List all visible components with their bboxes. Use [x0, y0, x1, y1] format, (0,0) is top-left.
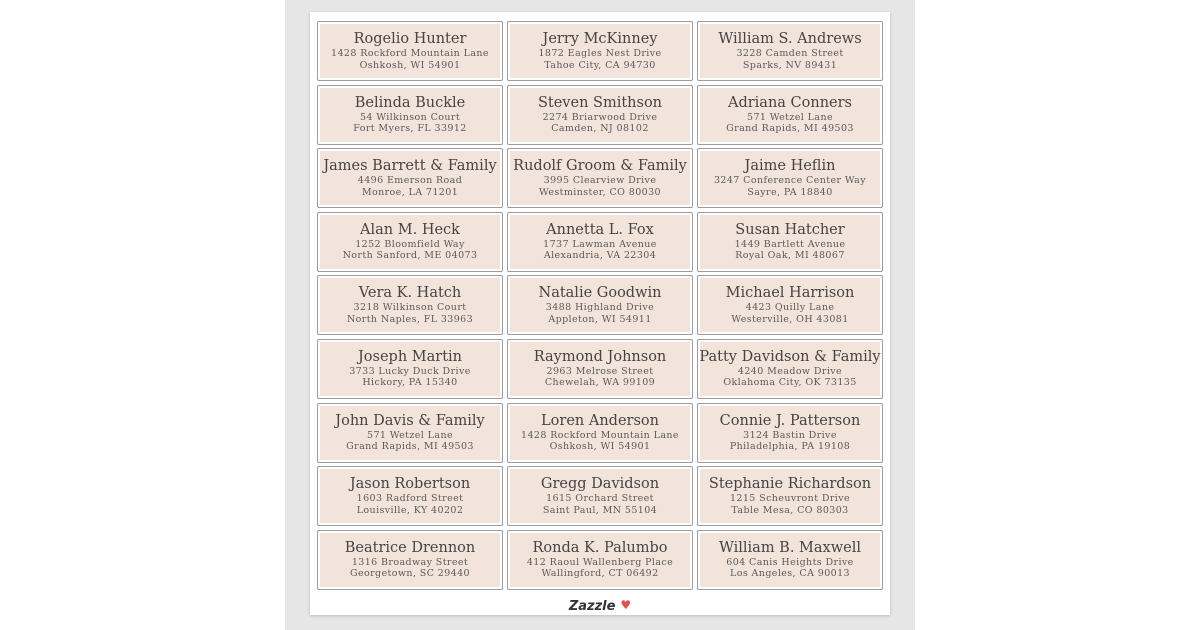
label-city-state-zip: Grand Rapids, MI 49503 — [346, 441, 474, 453]
label-street-address: 571 Wetzel Lane — [747, 111, 833, 123]
label-street-address: 2274 Briarwood Drive — [542, 111, 658, 123]
label-street-address: 3995 Clearview Drive — [543, 175, 657, 187]
label-recipient-name: Beatrice Drennon — [344, 539, 476, 556]
label-city-state-zip: Philadelphia, PA 19108 — [729, 441, 851, 453]
label-street-address: 1316 Broadway Street — [351, 556, 469, 568]
label-street-address: 4496 Emerson Road — [357, 175, 463, 187]
address-label — [697, 403, 883, 463]
sticker-sheet — [310, 12, 890, 615]
address-label — [697, 21, 883, 81]
label-city-state-zip: Alexandria, VA 22304 — [543, 250, 657, 262]
label-street-address: 604 Canis Heights Drive — [726, 556, 854, 568]
address-label — [507, 275, 693, 335]
label-recipient-name: Patty Davidson & Family — [699, 348, 881, 365]
label-recipient-name: William S. Andrews — [718, 31, 862, 47]
zazzle-logo: Zazzle — [568, 599, 616, 614]
label-city-state-zip: Oshkosh, WI 54901 — [549, 441, 651, 453]
label-street-address: 1428 Rockford Mountain Lane — [331, 48, 489, 59]
label-city-state-zip: North Naples, FL 33963 — [346, 313, 474, 325]
label-recipient-name: Joseph Martin — [357, 348, 463, 365]
label-city-state-zip: Georgetown, SC 29440 — [349, 568, 471, 580]
address-label-grid — [317, 21, 883, 590]
label-street-address: 1603 Radford Street — [356, 493, 464, 505]
label-street-address: 1449 Bartlett Avenue — [734, 238, 846, 250]
label-street-address: 3124 Bastin Drive — [743, 429, 837, 441]
label-recipient-name: Jerry McKinney — [542, 31, 658, 47]
address-label — [697, 85, 883, 145]
address-label — [507, 530, 693, 590]
label-city-state-zip: Oshkosh, WI 54901 — [359, 59, 461, 71]
label-city-state-zip: Tahoe City, CA 94730 — [544, 59, 656, 71]
label-city-state-zip: Los Angeles, CA 90013 — [730, 568, 850, 580]
label-recipient-name: Raymond Johnson — [533, 348, 667, 365]
address-label — [317, 275, 503, 335]
label-recipient-name: Connie J. Patterson — [719, 412, 861, 429]
label-street-address: 412 Raoul Wallenberg Place — [526, 556, 674, 568]
address-label — [317, 85, 503, 145]
label-recipient-name: Rudolf Groom & Family — [513, 158, 687, 175]
label-recipient-name: Vera K. Hatch — [358, 285, 462, 302]
label-street-address: 1615 Orchard Street — [546, 493, 654, 505]
address-label — [317, 148, 503, 208]
label-city-state-zip: Appleton, WI 54911 — [548, 313, 652, 325]
address-label — [317, 212, 503, 272]
label-city-state-zip: Hickory, PA 15340 — [362, 377, 458, 389]
label-city-state-zip: Oklahoma City, OK 73135 — [723, 377, 857, 389]
label-recipient-name: Belinda Buckle — [354, 94, 466, 111]
label-recipient-name: William B. Maxwell — [718, 539, 861, 556]
label-city-state-zip: Westerville, OH 43081 — [731, 313, 849, 325]
label-street-address: 3733 Lucky Duck Drive — [349, 365, 471, 377]
address-label — [697, 339, 883, 399]
label-street-address: 571 Wetzel Lane — [367, 429, 453, 441]
label-city-state-zip: Westminster, CO 80030 — [538, 186, 662, 198]
label-recipient-name: Rogelio Hunter — [353, 31, 467, 47]
label-city-state-zip: Sparks, NV 89431 — [742, 59, 838, 71]
label-recipient-name: Jaime Heflin — [744, 158, 836, 175]
label-street-address: 3228 Camden Street — [736, 48, 844, 59]
label-recipient-name: Loren Anderson — [541, 412, 659, 429]
label-city-state-zip: Camden, NJ 08102 — [551, 123, 649, 135]
label-street-address: 3247 Conference Center Way — [713, 175, 867, 187]
heart-icon: ♥ — [620, 598, 632, 612]
label-city-state-zip: Table Mesa, CO 80303 — [731, 504, 849, 516]
label-recipient-name: Alan M. Heck — [360, 221, 460, 238]
label-recipient-name: Natalie Goodwin — [538, 285, 662, 302]
label-recipient-name: Stephanie Richardson — [708, 476, 872, 493]
label-city-state-zip: Fort Myers, FL 33912 — [353, 123, 467, 135]
label-street-address: 3488 Highland Drive — [545, 302, 655, 314]
label-street-address: 1252 Bloomfield Way — [355, 238, 465, 250]
address-label — [317, 466, 503, 526]
label-recipient-name: Michael Harrison — [725, 285, 855, 302]
address-label — [317, 339, 503, 399]
label-city-state-zip: Sayre, PA 18840 — [747, 186, 833, 198]
label-street-address: 1737 Lawman Avenue — [543, 238, 657, 250]
address-label — [507, 148, 693, 208]
label-recipient-name: Annetta L. Fox — [546, 221, 654, 238]
label-recipient-name: James Barrett & Family — [323, 158, 497, 175]
address-label — [317, 21, 503, 81]
label-city-state-zip: Monroe, LA 71201 — [361, 186, 459, 198]
address-label — [507, 85, 693, 145]
label-recipient-name: Gregg Davidson — [540, 476, 660, 493]
label-street-address: 1872 Eagles Nest Drive — [538, 48, 662, 59]
address-label — [507, 466, 693, 526]
address-label — [317, 530, 503, 590]
address-label — [697, 275, 883, 335]
label-recipient-name: John Davis & Family — [335, 412, 485, 429]
label-city-state-zip: Chewelah, WA 99109 — [544, 377, 656, 389]
label-recipient-name: Adriana Conners — [727, 94, 852, 111]
label-recipient-name: Jason Robertson — [349, 476, 471, 493]
label-city-state-zip: Royal Oak, MI 48067 — [735, 250, 845, 262]
label-street-address: 3218 Wilkinson Court — [353, 302, 467, 314]
label-recipient-name: Steven Smithson — [537, 94, 663, 111]
label-recipient-name: Susan Hatcher — [735, 221, 845, 238]
address-label — [697, 148, 883, 208]
label-street-address: 4240 Meadow Drive — [737, 365, 843, 377]
label-street-address: 4423 Quilly Lane — [745, 302, 835, 314]
address-label — [507, 339, 693, 399]
address-label — [697, 466, 883, 526]
address-label — [507, 21, 693, 81]
address-label — [697, 530, 883, 590]
label-city-state-zip: North Sanford, ME 04073 — [342, 250, 478, 262]
label-city-state-zip: Saint Paul, MN 55104 — [542, 504, 658, 516]
label-city-state-zip: Wallingford, CT 06492 — [541, 568, 659, 580]
address-label — [507, 403, 693, 463]
label-street-address: 1215 Scheuvront Drive — [729, 493, 851, 505]
label-street-address: 1428 Rockford Mountain Lane — [521, 429, 679, 441]
label-city-state-zip: Louisville, KY 40202 — [356, 504, 464, 516]
address-label — [697, 212, 883, 272]
address-label — [507, 212, 693, 272]
sheet-footer — [310, 595, 890, 614]
label-street-address: 2963 Melrose Street — [546, 365, 654, 377]
label-street-address: 54 Wilkinson Court — [359, 111, 461, 123]
label-city-state-zip: Grand Rapids, MI 49503 — [726, 123, 854, 135]
label-recipient-name: Ronda K. Palumbo — [532, 539, 668, 556]
address-label — [317, 403, 503, 463]
